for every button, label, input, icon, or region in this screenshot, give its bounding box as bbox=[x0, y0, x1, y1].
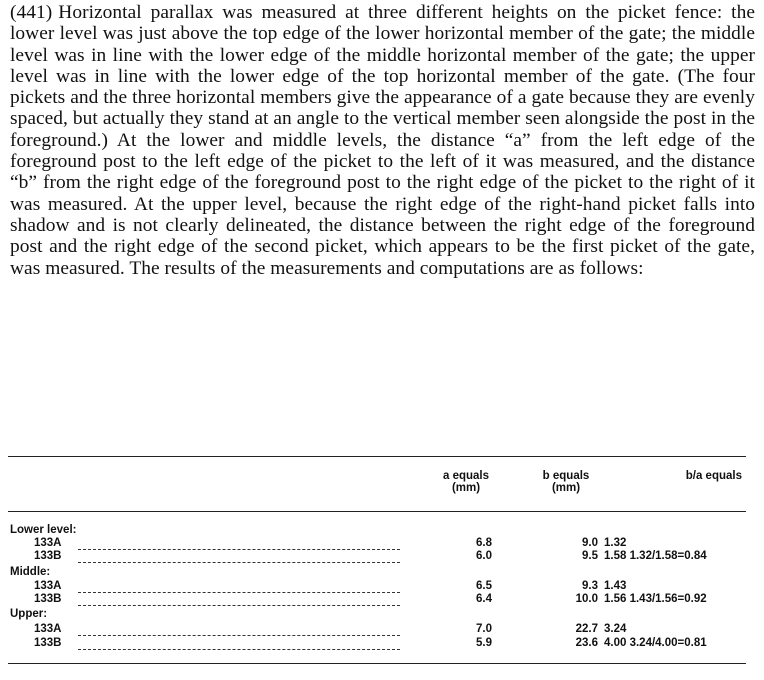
value-a: 7.0 bbox=[476, 623, 492, 635]
table-header-rule bbox=[8, 511, 746, 512]
dot-leader bbox=[78, 549, 400, 550]
value-ratio: 4.00 3.24/4.00=0.81 bbox=[604, 637, 707, 649]
value-b: 10.0 bbox=[575, 593, 598, 605]
dot-leader bbox=[78, 562, 400, 563]
value-ratio: 3.24 bbox=[604, 623, 627, 635]
column-header-a-title: a equals bbox=[442, 470, 490, 482]
paragraph-text: Horizontal parallax was measured at three different heights on the picket fence: the lower level was just above the top edge of the lower horizontal member of the gate; the middle level was in line with the lower edge of the middle horizontal member of the gate; the upper level was in line with the lower edge of the top horizontal member of the gate. (The four pickets and the three horizontal members give the appearance of a gate because they are evenly spaced, but actually they stand at an angle to the vertical member seen alongside the post in the foreground.) At the lower and middle levels, the distance “a” from the left edge of the foreground post to the left edge of the picket to the left of it was measured, and the distance “b” from the right edge of the foreground post to the right edge of the picket to the right of it was measured. At the upper level, because the right edge of the right-hand picket falls into shadow and is not clearly delineated, the distance between the right edge of the foreground post and the right edge of the second picket, which appears to be the first picket of the gate, was measured. The results of the measurements and computations are as follows: bbox=[10, 2, 755, 279]
table-top-rule bbox=[8, 456, 746, 457]
value-a: 6.4 bbox=[476, 593, 492, 605]
column-header-ratio-title: b/a equals bbox=[685, 470, 742, 482]
value-b: 23.6 bbox=[575, 637, 598, 649]
row-label: 133B bbox=[34, 593, 62, 605]
value-b: 9.0 bbox=[582, 537, 598, 549]
value-b: 9.3 bbox=[582, 580, 598, 592]
row-label: 133A bbox=[34, 623, 62, 635]
dot-leader bbox=[78, 592, 400, 593]
group-label-upper: Upper: bbox=[10, 608, 48, 620]
column-header-ratio bbox=[640, 470, 742, 482]
dot-leader bbox=[78, 635, 400, 636]
column-header-b-unit: (mm) bbox=[551, 482, 581, 494]
column-header-a-unit: (mm) bbox=[451, 482, 481, 494]
body-paragraph bbox=[10, 2, 755, 279]
row-label: 133B bbox=[34, 550, 62, 562]
column-header-a bbox=[440, 470, 492, 494]
dot-leader bbox=[78, 605, 400, 606]
table-bottom-rule bbox=[8, 663, 746, 664]
value-b: 9.5 bbox=[582, 550, 598, 562]
column-header-b bbox=[536, 470, 596, 494]
dot-leader bbox=[78, 649, 400, 650]
value-ratio: 1.56 1.43/1.56=0.92 bbox=[604, 593, 707, 605]
value-ratio: 1.32 bbox=[604, 537, 627, 549]
value-a: 5.9 bbox=[476, 637, 492, 649]
group-label-middle: Middle: bbox=[10, 566, 51, 578]
value-a: 6.0 bbox=[476, 550, 492, 562]
row-label: 133B bbox=[34, 637, 62, 649]
paragraph-number: (441) bbox=[10, 2, 53, 23]
column-header-b-title: b equals bbox=[542, 470, 590, 482]
row-label: 133A bbox=[34, 537, 62, 549]
value-b: 22.7 bbox=[575, 623, 598, 635]
value-ratio: 1.43 bbox=[604, 580, 627, 592]
value-a: 6.5 bbox=[476, 580, 492, 592]
value-ratio: 1.58 1.32/1.58=0.84 bbox=[604, 550, 707, 562]
value-a: 6.8 bbox=[476, 537, 492, 549]
row-label: 133A bbox=[34, 580, 62, 592]
group-label-lower: Lower level: bbox=[10, 524, 77, 536]
